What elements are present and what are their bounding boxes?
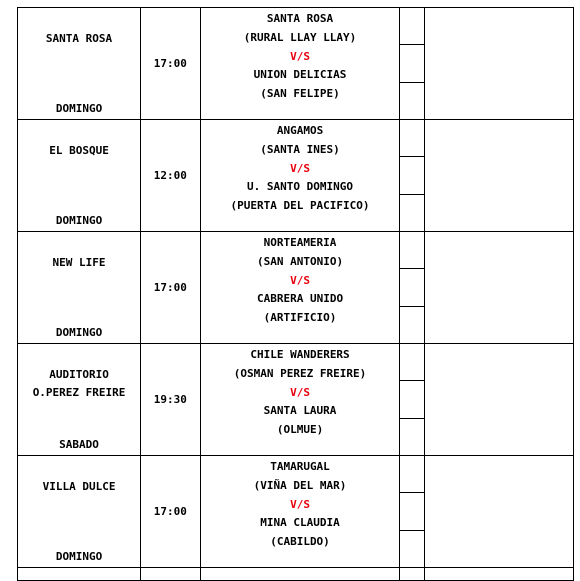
home-team-origin: (RURAL LLAY LLAY) xyxy=(243,30,357,44)
matchup-cell xyxy=(200,120,400,232)
away-team-name: UNION DELICIAS xyxy=(253,68,347,82)
away-team-name: U. SANTO DOMINGO xyxy=(247,180,353,194)
kickoff-time: 17:00 xyxy=(141,456,201,568)
away-score-box xyxy=(400,493,423,531)
away-team-origin: (CABILDO) xyxy=(270,535,330,549)
away-team-name: CABRERA UNIDO xyxy=(256,292,344,306)
score-cell xyxy=(400,8,424,120)
matchup-cell xyxy=(200,8,400,120)
away-team-origin: (SAN FELIPE) xyxy=(260,87,340,101)
venue-cell xyxy=(18,232,141,344)
venue-name xyxy=(18,254,140,272)
venue-name xyxy=(18,30,140,48)
versus-label: V/S xyxy=(290,497,310,511)
matchup-cell xyxy=(200,456,400,568)
matchup-cell xyxy=(200,232,400,344)
score-cell xyxy=(400,232,424,344)
home-team-origin: (SANTA INES) xyxy=(260,142,340,156)
fixture-row xyxy=(18,344,574,456)
versus-label: V/S xyxy=(290,49,310,63)
notes-cell xyxy=(424,456,573,568)
matchup-stack xyxy=(201,120,400,216)
home-score-box xyxy=(400,232,423,269)
match-day: DOMINGO xyxy=(55,326,103,339)
fixture-table-body xyxy=(18,8,574,581)
away-team-origin: (ARTIFICIO) xyxy=(263,311,337,325)
venue-cell xyxy=(18,120,141,232)
fixture-row xyxy=(18,8,574,120)
score-cell xyxy=(400,456,424,568)
continuation-cell xyxy=(141,568,201,581)
away-score-box xyxy=(400,45,423,83)
matchup-cell xyxy=(200,344,400,456)
kickoff-time: 12:00 xyxy=(141,120,201,232)
fixture-row xyxy=(18,120,574,232)
venue-name-line1: AUDITORIO xyxy=(49,368,109,381)
fixture-table xyxy=(17,7,574,581)
home-team-name: ANGAMOS xyxy=(276,124,324,137)
venue-cell xyxy=(18,8,141,120)
venue-name-line1: SANTA ROSA xyxy=(45,32,113,45)
notes-cell xyxy=(424,344,573,456)
fixture-row xyxy=(18,232,574,344)
home-score-box xyxy=(400,8,423,45)
continuation-cell xyxy=(18,568,141,581)
venue-name-line1: VILLA DULCE xyxy=(42,480,116,493)
home-team-origin: (OSMAN PEREZ FREIRE) xyxy=(233,366,367,380)
home-score-box xyxy=(400,344,423,381)
matchup-stack xyxy=(201,456,400,552)
versus-label: V/S xyxy=(290,385,310,399)
kickoff-time: 17:00 xyxy=(141,8,201,120)
away-team-name: SANTA LAURA xyxy=(263,404,337,418)
venue-name xyxy=(18,366,140,402)
notes-cell xyxy=(424,120,573,232)
fixture-row xyxy=(18,456,574,568)
home-team-name: CHILE WANDERERS xyxy=(250,348,350,361)
notes-cell xyxy=(424,8,573,120)
venue-name-line1: NEW LIFE xyxy=(52,256,106,269)
kickoff-time: 17:00 xyxy=(141,232,201,344)
home-team-origin: (VIÑA DEL MAR) xyxy=(253,478,347,492)
home-team-name: NORTEAMERIA xyxy=(263,236,337,249)
home-team-origin: (SAN ANTONIO) xyxy=(256,254,344,268)
venue-name xyxy=(18,142,140,160)
match-day: DOMINGO xyxy=(55,102,103,115)
match-day: SABADO xyxy=(59,438,99,451)
matchup-stack xyxy=(201,8,400,104)
continuation-cell xyxy=(424,568,573,581)
venue-name-line2: O.PEREZ FREIRE xyxy=(32,386,126,399)
away-score-box xyxy=(400,157,423,195)
matchup-stack xyxy=(201,344,400,440)
away-team-origin: (PUERTA DEL PACIFICO) xyxy=(230,199,370,213)
venue-name xyxy=(18,478,140,496)
home-score-box xyxy=(400,456,423,493)
home-team-name: TAMARUGAL xyxy=(270,460,330,473)
home-score-box xyxy=(400,120,423,157)
away-team-name: MINA CLAUDIA xyxy=(260,516,340,530)
home-team-name: SANTA ROSA xyxy=(266,12,334,25)
away-score-box xyxy=(400,381,423,419)
venue-cell xyxy=(18,344,141,456)
venue-cell xyxy=(18,456,141,568)
notes-cell xyxy=(424,232,573,344)
away-team-origin: (OLMUE) xyxy=(276,423,324,437)
away-score-box xyxy=(400,269,423,307)
continuation-cell xyxy=(400,568,424,581)
match-day: DOMINGO xyxy=(55,214,103,227)
versus-label: V/S xyxy=(290,161,310,175)
matchup-stack xyxy=(201,232,400,328)
versus-label: V/S xyxy=(290,273,310,287)
score-cell xyxy=(400,344,424,456)
venue-name-line1: EL BOSQUE xyxy=(49,144,109,157)
score-cell xyxy=(400,120,424,232)
match-day: DOMINGO xyxy=(55,550,103,563)
kickoff-time: 19:30 xyxy=(141,344,201,456)
table-continuation-row xyxy=(18,568,574,581)
continuation-cell xyxy=(200,568,400,581)
